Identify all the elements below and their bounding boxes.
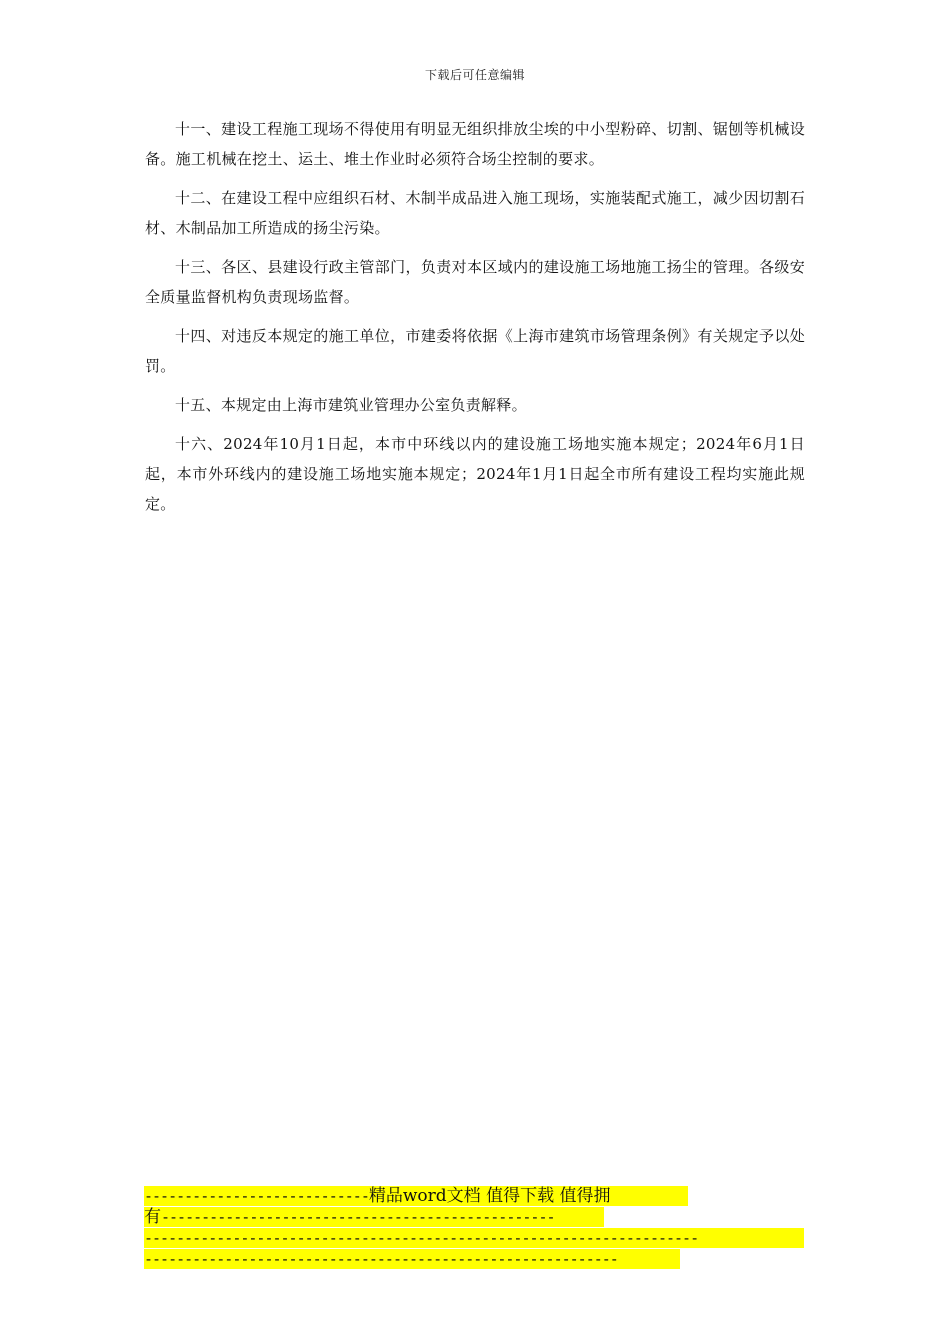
article-15: 十五、本规定由上海市建筑业管理办公室负责解释。 bbox=[175, 396, 527, 414]
footer-line-3 bbox=[144, 1228, 806, 1249]
article-14: 十四、对违反本规定的施工单位，市建委将依据《上海市建筑市场管理条例》有关规定予以处罚。 bbox=[145, 327, 805, 375]
footer-slogan-end: 有 bbox=[144, 1207, 161, 1227]
footer-line-4 bbox=[144, 1249, 806, 1270]
document-body bbox=[145, 114, 805, 528]
article-12: 十二、在建设工程中应组织石材、木制半成品进入施工现场，实施装配式施工，减少因切割石材、木制品加工所造成的扬尘污染。 bbox=[145, 189, 805, 237]
footer-watermark bbox=[144, 1186, 806, 1270]
page-header: 下载后可任意编辑 bbox=[424, 68, 525, 82]
footer-line-1 bbox=[144, 1186, 806, 1207]
footer-dashes: --------------------------------------------------------------------- bbox=[144, 1229, 699, 1247]
footer-dashes: ----------------------------------------------------------- bbox=[144, 1250, 618, 1268]
article-11: 十一、建设工程施工现场不得使用有明显无组织排放尘埃的中小型粉碎、切割、锯刨等机械设备。施工机械在挖土、运土、堆土作业时必须符合场尘控制的要求。 bbox=[145, 120, 805, 168]
footer-dashes: ------------------------------------------------- bbox=[161, 1208, 555, 1226]
footer-dashes: ---------------------------- bbox=[144, 1187, 369, 1205]
article-13: 十三、各区、县建设行政主管部门，负责对本区域内的建设施工场地施工扬尘的管理。各级安全质量监督机构负责现场监督。 bbox=[145, 258, 805, 306]
article-16: 十六、2024年10月1日起，本市中环线以内的建设施工场地实施本规定；2024年6月1日起，本市外环线内的建设施工场地实施本规定；2024年1月1日起全市所有建设工程均实施此规定。 bbox=[145, 435, 805, 513]
footer-line-2 bbox=[144, 1207, 806, 1228]
footer-slogan: 精品word文档 值得下载 值得拥 bbox=[368, 1186, 611, 1206]
